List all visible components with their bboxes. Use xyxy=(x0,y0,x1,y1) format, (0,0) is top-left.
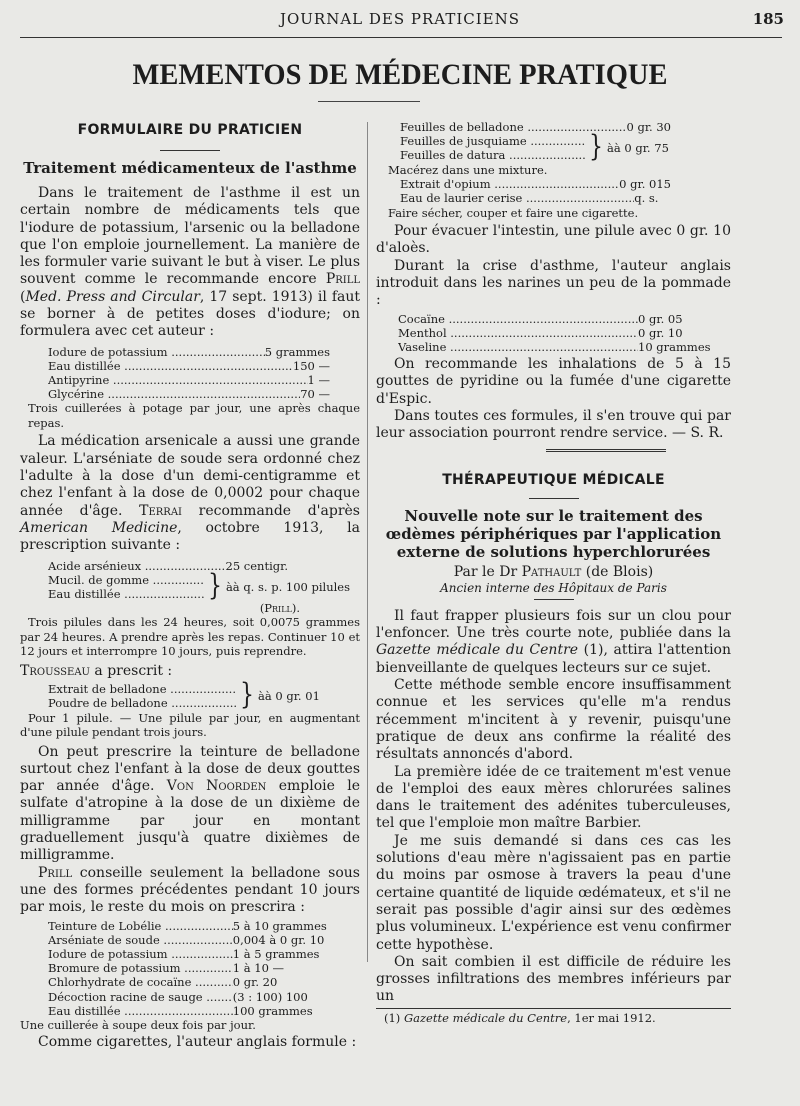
section-heading: THÉRAPEUTIQUE MÉDICALE xyxy=(442,471,665,488)
title-rule xyxy=(318,101,420,102)
prescription-line: Arséniate de soude ..... 0,004 à 0 gr. 10 xyxy=(48,933,330,947)
prescription-line: Vaseline ..... 10 grammes xyxy=(398,340,711,354)
author-name: Trousseau xyxy=(20,662,90,679)
citation: American Medicine xyxy=(20,519,178,536)
prescription-group: Mucil. de gomme ..... Eau distillée ..... } àà q. s. p. 100 pilules xyxy=(48,573,350,601)
footnote-rule xyxy=(376,1008,731,1009)
left-column xyxy=(20,120,360,1052)
prescription-note: Une cuillerée à soupe deux fois par jour. xyxy=(20,1017,256,1032)
prescription-note: Trois cuillerées à potage par jour, une après chaque repas. xyxy=(28,401,360,430)
section-divider xyxy=(546,449,666,452)
prescription-line: Teinture de Lobélie ..... 5 à 10 grammes xyxy=(48,919,330,933)
main-title: MEMENTOS DE MÉDECINE PRATIQUE xyxy=(132,58,668,91)
prescription xyxy=(398,312,711,355)
byline: Par le Dr Pathault (de Blois) xyxy=(453,563,654,580)
paragraph: Je me suis demandé si dans ces cas les solutions d'eau mère n'agissaient pas en partie du moins par osmose à travers la peau d'une certaine quantité de liquide œdémateux, et s'il ne serait pas possible d'agir ainsi sur des œdèmes plus volumineux. L'expérience est venu confirmer cette hypothèse. xyxy=(376,832,731,953)
footnote: (1) Gazette médicale du Centre, 1er mai 1912. xyxy=(384,1010,656,1025)
article-subtitle: Traitement médicamenteux de l'asthme xyxy=(23,159,357,177)
prescription xyxy=(48,559,350,616)
author-name: Prill xyxy=(38,864,73,881)
paragraph: On sait combien il est difficile de réduire les grosses infiltrations des membres inférieurs par un xyxy=(376,953,731,1005)
author-name: Pathault xyxy=(521,563,582,580)
page-number: 185 xyxy=(752,10,784,28)
prescription-line: Chlorhydrate de cocaïne ..... 0 gr. 20 xyxy=(48,975,330,989)
citation: Gazette médicale du Centre xyxy=(376,642,579,659)
prescription-line: Eau distillée ..... 100 grammes xyxy=(48,1004,330,1018)
article-title: Nouvelle note sur le traitement des œdèmes périphériques par l'application externe de solutions hyperchlorurées xyxy=(385,506,722,561)
header-rule xyxy=(20,37,782,38)
prescription-group: Feuilles de jusquiame ..... Feuilles de datura ..... } àà 0 gr. 75 xyxy=(400,134,671,162)
prescription-group: Extrait de belladone ..... Poudre de belladone ..... } àà 0 gr. 01 xyxy=(48,682,320,710)
paragraph: Pour évacuer l'intestin, une pilule avec 0 gr. 10 d'aloès. xyxy=(376,223,731,257)
prescription-note: Trois pilules dans les 24 heures, soit 0,0075 grammes par 24 heures. A prendre après les repas. Continuer 10 et 12 jours et interrompre 10 jours, puis reprendre. xyxy=(20,615,360,659)
prescription-line: Menthol ..... 0 gr. 10 xyxy=(398,326,711,340)
section-heading: FORMULAIRE DU PRATICIEN xyxy=(77,122,303,138)
paragraph: Comme cigarettes, l'auteur anglais formule : xyxy=(38,1034,357,1051)
prescription-note: Pour 1 pilule. — Une pilule par jour, en augmentant d'une pilule pendant trois jours. xyxy=(20,710,360,740)
paragraph: Cette méthode semble encore insuffisamment connue et les services qu'elle m'a rendus récemment m'incitent à y revenir, puisqu'une pratique de deux ans confirme la réalité des résultats annoncés d'abord. xyxy=(376,677,731,763)
text: Dans le traitement de l'asthme il est un certain nombre de médicaments tels que l'iodure de potassium, l'arsenic ou la belladone que l'on emploie journellement. La manière de les formuler varie suivant le but à viser. Le plus souvent comme le recommande encore xyxy=(20,185,360,288)
paragraph: Dans le traitement de l'asthme il est un certain nombre de médicaments tels que l'iodure de potassium, l'arsenic ou la belladone que l'on emploie journellement. La manière de les formuler varie suivant le but à viser. Le plus souvent comme le recommande encore Prill (Med. Press and Circular, 17 sept. 1913) il faut se borner à de petites doses d'iodure; on formulera avec cet auteur : xyxy=(20,185,360,340)
author-name: Prill xyxy=(325,271,360,288)
prescription-line: Acide arsénieux ..... 25 centigr. xyxy=(48,559,288,573)
prescription-line: Eau distillée ..... 150 — xyxy=(48,359,330,373)
prescription xyxy=(400,120,671,163)
author-name: Von Noorden xyxy=(166,778,267,795)
prescription-line: Iodure de potassium ..... 1 à 5 grammes xyxy=(48,947,330,961)
author-name: (Prill). xyxy=(259,601,300,616)
paragraph: Il faut frapper plusieurs fois sur un clou pour l'enfoncer. Une très courte note, publiée dans la Gazette médicale du Centre (1), attira l'attention bienveillante de quelques lecteurs sur ce sujet. xyxy=(376,607,731,676)
prescription xyxy=(48,919,330,1018)
prescription-line: Eau de laurier cerise ..... q. s. xyxy=(400,191,671,205)
right-column xyxy=(376,120,731,1025)
paragraph: Trousseau a prescrit : xyxy=(20,662,173,679)
prescription xyxy=(48,345,330,402)
prescription xyxy=(48,679,320,712)
text: , 17 sept. 1913) il faut se borner à de petites doses d'iodure; on formulera avec cet auteur : xyxy=(20,288,360,340)
running-header xyxy=(0,10,800,32)
prescription-line: Extrait d'opium ..... 0 gr. 015 xyxy=(400,177,671,191)
journal-title: JOURNAL DES PRATICIENS xyxy=(279,10,521,28)
prescription-line: Cocaïne ..... 0 gr. 05 xyxy=(398,312,711,326)
section-rule xyxy=(160,150,220,151)
prescription-note: Macérez dans une mixture. xyxy=(388,162,548,177)
author-affiliation: Ancien interne des Hôpitaux de Paris xyxy=(440,580,667,595)
prescription-line: Décoction racine de sauge ..... (3 : 100) 100 xyxy=(48,990,330,1004)
prescription-line: Bromure de potassium ..... 1 à 10 — xyxy=(48,961,330,975)
prescription-line: Feuilles de belladone ..... 0 gr. 30 xyxy=(400,120,671,134)
paragraph: On peut prescrire la teinture de belladone surtout chez l'enfant à la dose de deux gouttes par année d'âge. Von Noorden emploie le sulfate d'atropine à la dose de un dixième de milligramme par jour en montant graduellement jusqu'à quatre dixièmes de milligramme. xyxy=(20,743,360,864)
section-rule xyxy=(529,498,579,499)
paragraph: Dans toutes ces formules, il s'en trouve qui par leur association pourront rendre service. — S. R. xyxy=(376,408,731,442)
prescription xyxy=(400,177,671,205)
column-separator xyxy=(367,122,368,962)
paragraph: On recommande les inhalations de 5 à 15 gouttes de pyridine ou la fumée d'une cigarette d'Espic. xyxy=(376,356,731,407)
author-name: Terrai xyxy=(139,502,182,519)
byline-rule xyxy=(534,599,574,600)
paragraph: La première idée de ce traitement m'est venue de l'emploi des eaux mères chlorurées salines dans le traitement des adénites tuberculeuses, tel que l'emploie mon maître Barbier. xyxy=(376,763,731,832)
paragraph: Durant la crise d'asthme, l'auteur anglais introduit dans les narines un peu de la pommade : xyxy=(376,257,731,309)
paragraph: Prill conseille seulement la belladone sous une des formes précédentes pendant 10 jours par mois, le reste du mois on prescrira : xyxy=(20,864,360,916)
prescription-line: Glycérine ..... 70 — xyxy=(48,387,330,401)
prescription-line: Iodure de potassium ..... 5 grammes xyxy=(48,345,330,359)
prescription-line: Antipyrine ..... 1 — xyxy=(48,373,330,387)
paragraph: La médication arsenicale a aussi une grande valeur. L'arséniate de soude sera ordonné chez l'adulte à la dose d'un demi-centigramme et chez l'enfant à la dose de 0,0002 pour chaque année d'âge. Terrai recommande d'après American Medicine, octobre 1913, la prescription suivante : xyxy=(20,433,360,554)
prescription-note: Faire sécher, couper et faire une cigarette. xyxy=(388,205,639,220)
citation: Med. Press and Circular xyxy=(25,288,200,305)
